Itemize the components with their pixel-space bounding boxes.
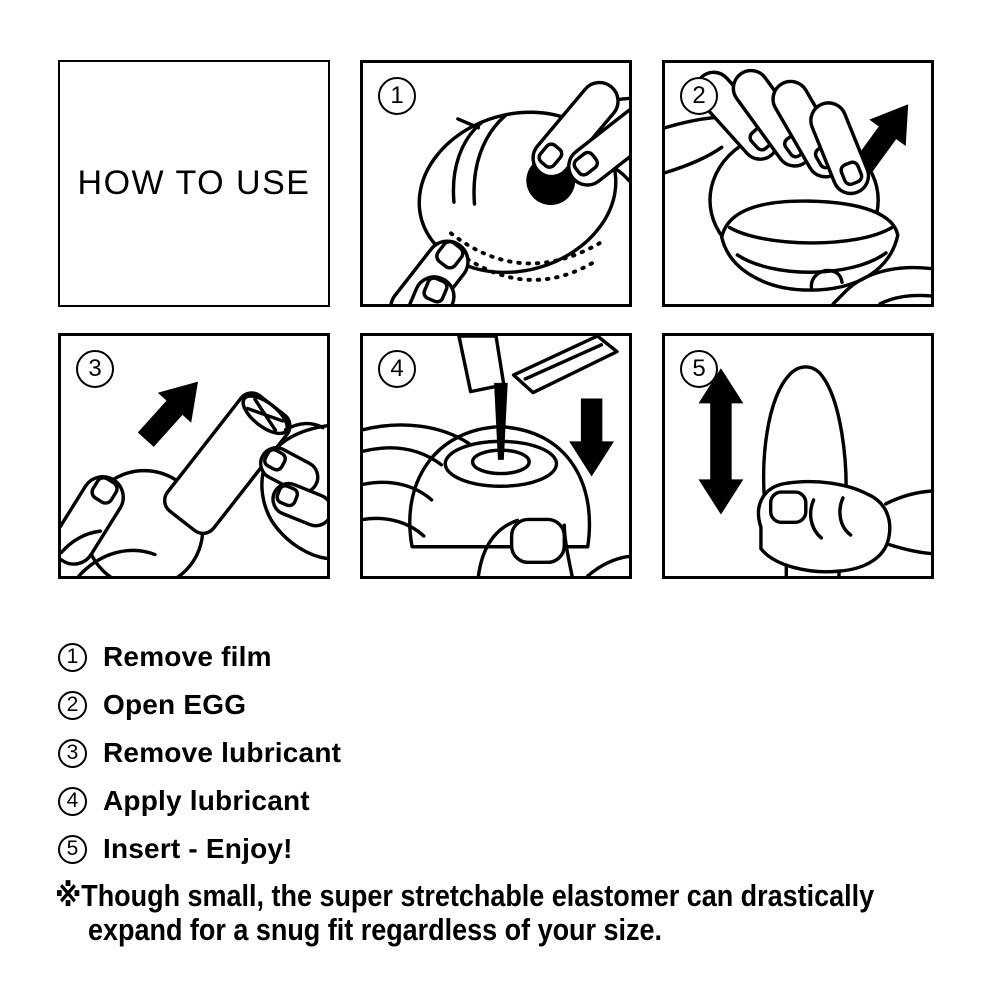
panel-step-2-open-egg — [662, 60, 934, 307]
panel-step-3-remove-lubricant — [58, 333, 330, 579]
step-5-circle-number: 5 — [58, 835, 87, 864]
list-item-step-4 — [58, 777, 341, 825]
step-5-number-badge: 5 — [680, 350, 718, 388]
step-1-label: Remove film — [103, 641, 272, 672]
lubricant-sachet — [459, 336, 617, 393]
up-down-arrow-icon — [698, 368, 743, 514]
step-3-label: Remove lubricant — [103, 737, 342, 768]
panel-step-1-remove-film — [360, 60, 632, 307]
reference-mark: ※ — [55, 878, 82, 913]
list-item-step-5 — [58, 825, 341, 873]
footnote — [55, 879, 997, 947]
up-right-arrow-icon — [129, 367, 215, 455]
step-2-circle-number: 2 — [58, 691, 87, 720]
step-1-circle-number: 1 — [58, 643, 87, 672]
step-2-label: Open EGG — [103, 689, 247, 720]
steps-list — [58, 633, 341, 873]
down-arrow-icon — [569, 398, 614, 476]
list-item-step-1 — [58, 633, 341, 681]
step-1-number-badge: 1 — [378, 77, 416, 115]
panel-step-4-apply-lubricant — [360, 333, 632, 579]
panel-step-5-insert — [662, 333, 934, 579]
list-item-step-2 — [58, 681, 341, 729]
step-4-label: Apply lubricant — [103, 785, 310, 816]
step-2-number-badge: 2 — [680, 77, 718, 115]
step-5-label: Insert - Enjoy! — [103, 833, 293, 864]
footnote-line-2: expand for a snug fit regardless of your size. — [88, 912, 662, 947]
page-title: HOW TO USE — [77, 164, 311, 202]
step-3-circle-number: 3 — [58, 739, 87, 768]
list-item-step-3 — [58, 729, 341, 777]
gripping-hand — [759, 482, 931, 572]
panel-grid — [58, 60, 934, 579]
step-4-circle-number: 4 — [58, 787, 87, 816]
footnote-line-1: ※Though small, the super stretchable elastomer can drastically — [55, 878, 875, 913]
step-3-number-badge: 3 — [76, 350, 114, 388]
step-4-number-badge: 4 — [378, 350, 416, 388]
title-panel — [58, 60, 330, 307]
